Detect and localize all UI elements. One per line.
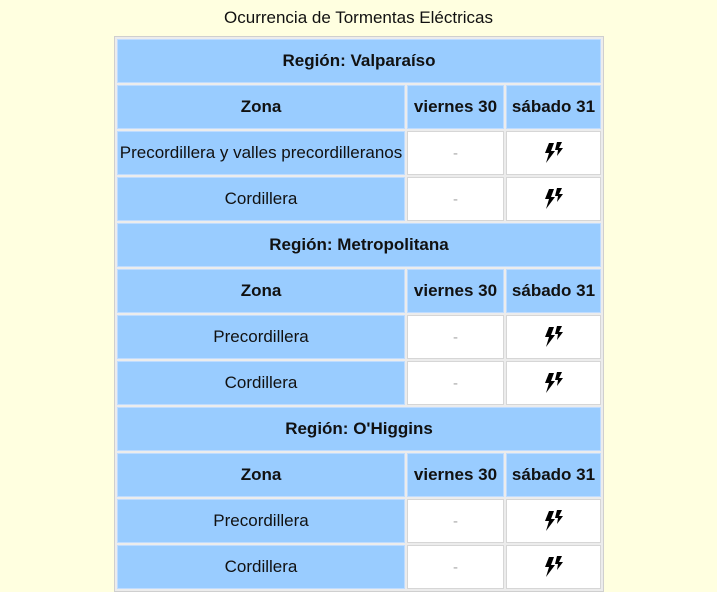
table-row <box>117 499 601 543</box>
storm-icon <box>543 187 565 211</box>
day2-cell <box>506 177 601 221</box>
header-day2: sábado 31 <box>506 85 601 129</box>
no-storm-dash: - <box>453 559 458 576</box>
day1-cell <box>407 315 504 359</box>
header-zona: Zona <box>117 269 405 313</box>
day2-cell <box>506 499 601 543</box>
zone-cell: Cordillera <box>117 545 405 589</box>
table-caption: Ocurrencia de Tormentas Eléctricas <box>224 8 493 27</box>
day2-cell <box>506 131 601 175</box>
storm-icon <box>543 509 565 533</box>
region-title: Región: Valparaíso <box>117 39 601 83</box>
no-storm-dash: - <box>453 375 458 392</box>
day2-cell <box>506 545 601 589</box>
no-storm-dash: - <box>453 191 458 208</box>
header-day1: viernes 30 <box>407 453 504 497</box>
storm-icon <box>543 141 565 165</box>
no-storm-dash: - <box>453 513 458 530</box>
header-day1: viernes 30 <box>407 269 504 313</box>
zone-cell: Precordillera y valles precordilleranos <box>117 131 405 175</box>
day1-cell <box>407 499 504 543</box>
header-zona: Zona <box>117 85 405 129</box>
table-row <box>117 545 601 589</box>
day1-cell <box>407 131 504 175</box>
zone-cell: Precordillera <box>117 315 405 359</box>
zone-cell: Cordillera <box>117 361 405 405</box>
header-row <box>117 85 601 129</box>
table-row <box>117 315 601 359</box>
no-storm-dash: - <box>453 145 458 162</box>
region-row <box>117 223 601 267</box>
table-row <box>117 131 601 175</box>
day1-cell <box>407 361 504 405</box>
table-row <box>117 361 601 405</box>
header-day2: sábado 31 <box>506 269 601 313</box>
zone-cell: Cordillera <box>117 177 405 221</box>
day2-cell <box>506 361 601 405</box>
header-row <box>117 269 601 313</box>
day1-cell <box>407 545 504 589</box>
no-storm-dash: - <box>453 329 458 346</box>
region-row <box>117 407 601 451</box>
region-title: Región: O'Higgins <box>117 407 601 451</box>
region-row <box>117 39 601 83</box>
zone-cell: Precordillera <box>117 499 405 543</box>
storm-icon <box>543 325 565 349</box>
day2-cell <box>506 315 601 359</box>
storm-icon <box>543 555 565 579</box>
storm-table <box>114 36 604 592</box>
region-title: Región: Metropolitana <box>117 223 601 267</box>
storm-icon <box>543 371 565 395</box>
header-zona: Zona <box>117 453 405 497</box>
header-row <box>117 453 601 497</box>
table-row <box>117 177 601 221</box>
header-day1: viernes 30 <box>407 85 504 129</box>
day1-cell <box>407 177 504 221</box>
header-day2: sábado 31 <box>506 453 601 497</box>
